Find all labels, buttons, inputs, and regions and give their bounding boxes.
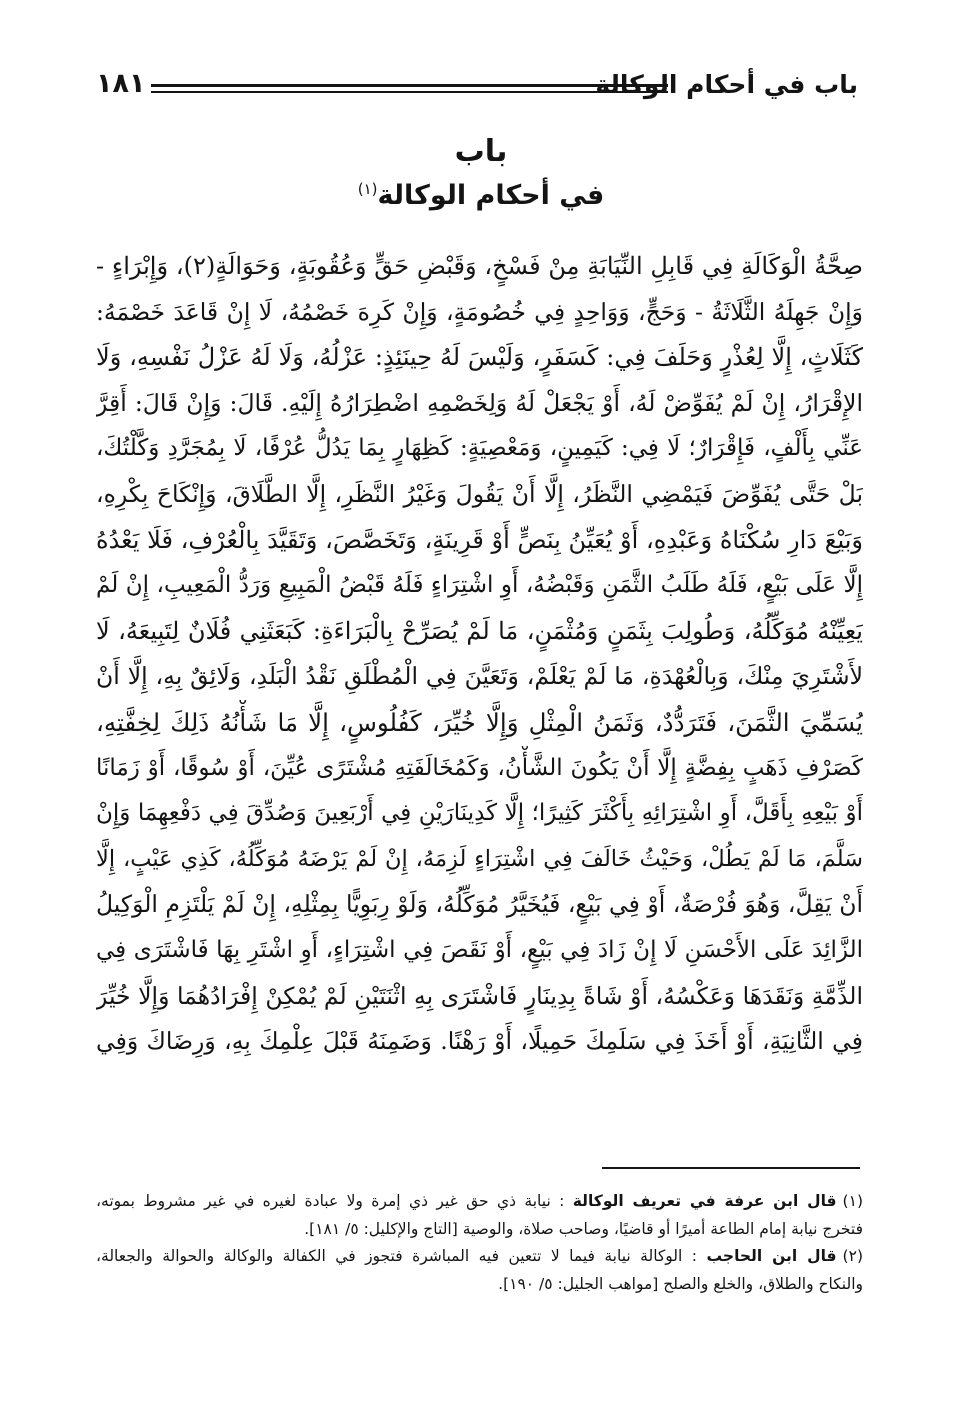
page-number: ١٨١ xyxy=(96,68,146,99)
footnote-2-line-1 xyxy=(96,1243,863,1271)
footnote-text: : الوكالة نيابة فيما لا تتعين فيه المباشرة فتجوز في الكفالة والوكالة والحوالة والجعالة، xyxy=(96,1247,698,1265)
chapter-subtitle xyxy=(0,180,962,211)
header-double-rule xyxy=(151,84,668,93)
footnote-reference: (١) xyxy=(357,180,378,198)
running-title: باب في أحكام الوكالة xyxy=(595,70,858,99)
footnote-2-line-2: والنكاح والطلاق، والخلع والصلح [مواهب الجليل: ٥/ ١٩٠]. xyxy=(498,1274,863,1293)
body-line: الزَّائِدَ عَلَى الأَحْسَنِ لَا إِنْ زَادَ فِي بَيْعٍ، أَوْ نَقَصَ فِي اشْتِرَاءٍ، أَوِ اشْتَرِ بِهَا فَاشْتَرَى فِي xyxy=(96,936,863,963)
body-line: سَلَّمَ، مَا لَمْ يَطُلْ، وَحَيْثُ خَالَفَ فِي اشْتِرَاءٍ لَزِمَهُ، إِنْ لَمْ يَرْضَهُ مُوَكِّلُهُ، كَذِي عَيْبٍ، إِلَّا xyxy=(96,845,863,872)
footnote-author: قال ابن عرفة في تعريف الوكالة xyxy=(572,1192,837,1210)
body-line: أَوْ بَيْعِهِ بِأَقَلَّ، أَوِ اشْتِرَائِهِ بِأَكْثَرَ كَثِيرًا؛ إِلَّا كَدِينَارَيْنِ فِي أَرْبَعِينَ وَصُدِّقَ فِي دَفْعِهِمَا وَإِنْ xyxy=(96,800,863,827)
footnotes xyxy=(96,1188,863,1298)
footnote-number: (١) xyxy=(842,1192,863,1210)
body-line: لأَشْتَرِيَ مِنْكَ، وَبِالْعُهْدَةِ، مَا لَمْ يَعْلَمْ، وَتَعَيَّنَ فِي الْمُطْلَقِ نَقْدُ الْبَلَدِ، وَلَائِقٌ بِهِ، إِلَّا أَنْ xyxy=(96,662,863,691)
body-line: صِحَّةُ الْوَكَالَةِ فِي قَابِلِ النِّيَابَةِ مِنْ فَسْخٍ، وَقَبْضِ حَقٍّ وَعُقُوبَةٍ، وَحَوَالَةٍ(٢)، وَإِبْرَاءٍ - xyxy=(96,252,863,280)
body-line: إِلَّا عَلَى بَيْعٍ، فَلَهُ طَلَبُ الثَّمَنِ وَقَبْضُهُ، أَوِ اشْتِرَاءٍ فَلَهُ قَبْضُ الْمَبِيعِ وَرَدُّ الْمَعِيبِ، إِنْ لَمْ xyxy=(96,572,863,599)
body-line: فِي الثَّانِيَةِ، أَوْ أَخَذَ فِي سَلَمِكَ حَمِيلًا، أَوْ رَهْنًا. وَضَمِنَهُ قَبْلَ عِلْمِكَ بِهِ، وَرِضَاكَ وَفِي xyxy=(96,1027,863,1056)
body-line: الإِقْرَارُ، إِنْ لَمْ يُفَوِّضْ لَهُ، أَوْ يَجْعَلْ لَهُ وَلِخَصْمِهِ اضْطِرَارُهُ إِلَيْهِ. قَالَ: وَإِنْ قَالَ: أَقِرَّ xyxy=(96,388,863,417)
footnote-number: (٢) xyxy=(842,1247,863,1265)
chapter-title: باب xyxy=(454,134,508,169)
body-line: كَصَرْفِ ذَهَبٍ بِفِضَّةٍ إِلَّا أَنْ يَكُونَ الشَّأْنُ، وَكَمُخَالَفَتِهِ مُشْتَرًى عُيِّنَ، أَوْ سُوقًا، أَوْ زَمَانًا xyxy=(96,754,863,781)
footnote-1-line-1 xyxy=(96,1188,863,1216)
body-line: وَبَيْعَ دَارِ سُكْنَاهُ وَعَبْدِهِ، أَوْ يُعَيِّنُ بِنَصٍّ أَوْ قَرِينَةٍ، وَتَخَصَّصَ، وَتَقَيَّدَ بِالْعُرْفِ، فَلَا يَعْدُهُ xyxy=(96,525,863,554)
body-line: أَنْ يَقِلَّ، وَهُوَ فُرْصَةٌ، أَوْ فِي بَيْعٍ، فَيُخَيَّرُ مُوَكِّلُهُ، وَلَوْ رِبَوِيًّا بِمِثْلِهِ، إِنْ لَمْ يَلْتَزِمِ الْوَكِيلُ xyxy=(96,890,863,919)
body-line: كَثَلَاثٍ، إِلَّا لِعُذْرٍ وَحَلَفَ فِي: كَسَفَرٍ، وَلَيْسَ لَهُ حِينَئِذٍ: عَزْلُهُ، وَلَا لَهُ عَزْلُ نَفْسِهِ، وَلَا xyxy=(96,343,863,372)
footnote-text: : نيابة ذي حق غير ذي إمرة ولا عبادة لغيره في غير مشروط بموته، xyxy=(96,1192,565,1210)
body-line: عَنِّي بِأَلْفٍ، فَإِقْرَارٌ؛ لَا فِي: كَيَمِينٍ، وَمَعْصِيَةٍ: كَظِهَارٍ بِمَا يَدُلُّ عُرْفًا، لَا بِمُجَرَّدِ وَكَّلْتُكَ، xyxy=(96,435,863,462)
body-line: الذِّمَّةِ وَنَقَدَهَا وَعَكْسُهُ، أَوْ شَاةً بِدِينَارٍ فَاشْتَرَى بِهِ اثْنَتَيْنِ لَمْ يُمْكِنْ إِفْرَادُهُمَا وَإِلَّا خُيِّرَ xyxy=(96,981,863,1010)
body-line: يُسَمِّيَ الثَّمَنَ، فَتَرَدُّدٌ، وَثَمَنُ الْمِثْلِ وَإِلَّا خُيِّرَ، كَفُلُوسٍ، إِلَّا مَا شَأْنُهُ ذَلِكَ لِخِفَّتِهِ، xyxy=(96,707,863,737)
body-text xyxy=(96,244,863,1065)
chapter-subtitle-text: في أحكام الوكالة xyxy=(377,180,605,211)
footnote-separator xyxy=(602,1167,860,1169)
body-line: وَإِنْ جَهِلَهُ الثَّلَاثَةُ - وَحَجٍّ، وَوَاحِدٍ فِي خُصُومَةٍ، وَإِنْ كَرِهَ خَصْمُهُ، لَا إِنْ قَاعَدَ خَصْمَهُ: xyxy=(96,297,863,326)
body-line: يَعِيِّنْهُ مُوَكِّلُهُ، وَطُولِبَ بِثَمَنٍ وَمُثْمَنٍ، مَا لَمْ يُصَرِّحْ بِالْبَرَاءَةِ: كَبَعَثَنِي فُلَانٌ لِتَبِيعَهُ، لَا xyxy=(96,616,863,645)
body-line: بَلْ حَتَّى يُفَوِّضَ فَيَمْضِي النَّظَرُ، إِلَّا أَنْ يَقُولَ وَغَيْرُ النَّظَرِ، إِلَّا الطَّلَاقَ، وَإِنْكَاحَ بِكْرِهِ، xyxy=(96,479,863,508)
footnote-author: قال ابن الحاجب xyxy=(706,1247,837,1265)
running-header xyxy=(96,66,858,110)
footnote-1-line-2: فتخرج نيابة إمام الطاعة أميرًا أو قاضيًا، وصاحب صلاة، والوصية [التاج والإكليل: ٥/ ١٨١]. xyxy=(304,1219,863,1238)
